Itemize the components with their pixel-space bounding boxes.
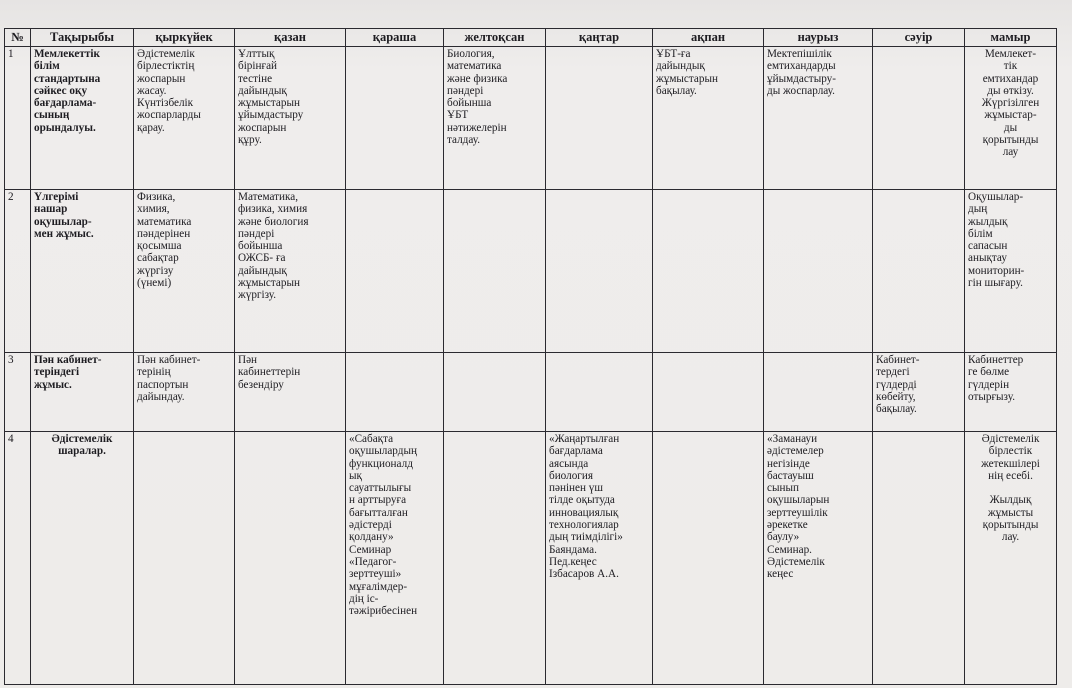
table-cell [653, 353, 764, 432]
cell-text: Әдістемелік бірлестік жетекшілері нің есебі. Жылдық жұмысты қорытынды лау. [981, 433, 1040, 544]
table-cell [873, 47, 965, 190]
table-cell [965, 190, 1057, 353]
header-row [5, 29, 1057, 47]
table-cell [235, 47, 346, 190]
table-cell [546, 190, 653, 353]
table-cell [134, 353, 235, 432]
table-cell [346, 190, 444, 353]
table-cell [873, 190, 965, 353]
table-cell [134, 190, 235, 353]
table-cell [764, 47, 873, 190]
cell-text: ҰБТ-ға дайындық жұмыстарын бақылау. [656, 48, 718, 97]
row-number-text: 4 [8, 433, 14, 445]
cell-text: Мектепішілік емтихандарды ұйымдастыру- ды жоспарлау. [767, 48, 836, 97]
table-cell [965, 47, 1057, 190]
row-topic-text: Пән кабинет- теріндегі жұмыс. [34, 354, 102, 391]
header-december: желтоқсан [444, 29, 546, 47]
header-topic: Тақырыбы [31, 29, 134, 47]
table-cell [235, 353, 346, 432]
cell-text: «Сабақта оқушылардың функционалд ық сауаттылығы н арттыруға бағытталған әдістерді қолдану» Семинар «Педагог- зерттеуші» мұғалімдер- дің іс- тәжірибесінен [349, 433, 418, 618]
table-cell [346, 353, 444, 432]
header-april: сәуір [873, 29, 965, 47]
row-topic [31, 432, 134, 685]
table-cell [873, 432, 965, 685]
row-topic-text: Үлгерімі нашар оқушылар- мен жұмыс. [34, 191, 94, 240]
work-plan-table [4, 28, 1057, 685]
row-number-text: 2 [8, 191, 14, 203]
table-cell [965, 432, 1057, 685]
header-september: қыркүйек [134, 29, 235, 47]
table-cell [235, 432, 346, 685]
cell-text: Физика, химия, математика пәндерінен қосымша сабақтар жүргізу (үнемі) [137, 191, 192, 290]
table-cell [235, 190, 346, 353]
table-cell [134, 47, 235, 190]
table-cell [764, 190, 873, 353]
header-october: қазан [235, 29, 346, 47]
row-topic-text: Әдістемелік шаралар. [51, 433, 113, 458]
table-cell [444, 190, 546, 353]
table-cell [444, 353, 546, 432]
table-row [5, 47, 1057, 190]
cell-text: Математика, физика, химия және биология пәндері бойынша ОЖСБ- ға дайындық жұмыстарын жүргізу. [238, 191, 309, 302]
header-february: ақпан [653, 29, 764, 47]
table-cell [764, 353, 873, 432]
table-cell [546, 432, 653, 685]
row-number [5, 432, 31, 685]
cell-text: Оқушылар- дың жылдық білім сапасын анықтау мониторин- гін шығару. [968, 191, 1025, 290]
row-topic [31, 190, 134, 353]
row-number [5, 190, 31, 353]
table-row [5, 190, 1057, 353]
table-cell [346, 47, 444, 190]
cell-text: Мемлекет- тік емтихандар ды өткізу. Жүргізілген жұмыстар- ды қорытынды лау [981, 48, 1040, 159]
header-number: № [5, 29, 31, 47]
table-cell [965, 353, 1057, 432]
cell-text: Ұлттық бірінғай тестіне дайындық жұмыстарын ұйымдастыру жоспарын құру. [238, 48, 304, 147]
cell-text: Кабинеттер ге бөлме гүлдерін отырғызу. [968, 354, 1024, 403]
header-may: мамыр [965, 29, 1057, 47]
table-row [5, 432, 1057, 685]
table-cell [653, 190, 764, 353]
table-cell [653, 432, 764, 685]
table-cell [444, 47, 546, 190]
cell-text: Әдістемелік бірлестіктің жоспарын жасау. Күнтізбелік жоспарларды қарау. [137, 48, 201, 134]
cell-text: «Жаңартылған бағдарлама аясында биология пәнінен үш тілде оқытуда инновациялық технологиялар дың тиімділігі» Баяндама. Пед.кеңес Ізбасаров А.А. [549, 433, 623, 581]
table-cell [346, 432, 444, 685]
table-cell [764, 432, 873, 685]
header-march: наурыз [764, 29, 873, 47]
row-topic-text: Мемлекеттік білім стандартына сәйкес оқу бағдарлама- сының орындалуы. [34, 48, 101, 134]
table-cell [873, 353, 965, 432]
table-cell [546, 47, 653, 190]
row-topic [31, 353, 134, 432]
table-row [5, 353, 1057, 432]
table-cell [134, 432, 235, 685]
row-number-text: 3 [8, 354, 14, 366]
header-november: қараша [346, 29, 444, 47]
table-cell [653, 47, 764, 190]
row-number-text: 1 [8, 48, 14, 60]
header-january: қаңтар [546, 29, 653, 47]
cell-text: Кабинет- тердегі гүлдерді көбейту, бақылау. [876, 354, 920, 416]
row-number [5, 47, 31, 190]
row-number [5, 353, 31, 432]
row-topic [31, 47, 134, 190]
cell-text: Пән кабинеттерін безендіру [238, 354, 301, 391]
table-cell [546, 353, 653, 432]
table-cell [444, 432, 546, 685]
cell-text: «Заманауи әдістемелер негізінде бастауыш сынып оқушыларын зерттеушілік әрекетке баулу» Семинар. Әдістемелік кеңес [767, 433, 830, 581]
cell-text: Биология, математика және физика пәндері бойынша ҰБТ нәтижелерін талдау. [447, 48, 508, 147]
cell-text: Пән кабинет- терінің паспортын дайындау. [137, 354, 201, 403]
